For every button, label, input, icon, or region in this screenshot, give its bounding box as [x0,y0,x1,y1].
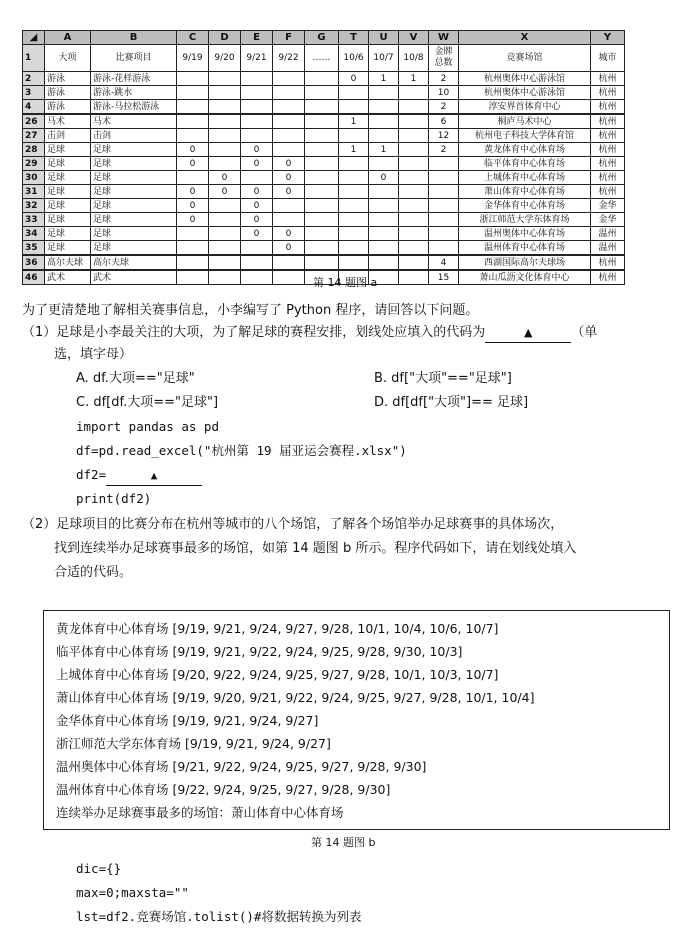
row-number: 31 [23,185,45,199]
table-cell [399,199,429,213]
table-cell [305,157,339,171]
table-cell [399,227,429,241]
table-cell [429,199,459,213]
table-cell: 金华 [591,199,625,213]
table-cell: 2 [429,72,459,86]
table-cell: 足球 [91,157,177,171]
table-cell: 足球 [91,241,177,256]
table-cell [305,114,339,129]
table-cell: 杭州 [591,143,625,157]
table-cell [177,255,209,270]
row-number: 34 [23,227,45,241]
header-row [23,45,625,72]
table-row [23,213,625,227]
table-cell: 0 [339,72,369,86]
table-row [23,114,625,129]
table-cell: 0 [241,199,273,213]
table-cell [209,199,241,213]
option-b: B. df["大项"=="足球"] [374,371,512,386]
corner-cell: ◢ [23,31,45,45]
table-cell: 足球 [45,185,91,199]
q1-text [22,324,597,343]
table-cell [305,72,339,86]
table-cell [369,129,399,143]
table-cell: 武术 [91,270,177,285]
table-cell: 0 [241,185,273,199]
table-cell: 0 [369,171,399,185]
table-cell: 游泳-花样游泳 [91,72,177,86]
row-number: 32 [23,199,45,213]
table-cell: 足球 [91,213,177,227]
table-row [23,185,625,199]
table-cell [209,114,241,129]
table-cell: 击剑 [91,129,177,143]
table-cell [305,185,339,199]
row-number: 2 [23,72,45,86]
code-text: df2= [76,467,107,482]
table-cell [339,185,369,199]
header-cell: 9/20 [209,45,241,72]
table-cell: 1 [339,114,369,129]
header-cell: 比赛项目 [91,45,177,72]
table-cell [241,270,273,285]
table-cell [305,86,339,100]
table-cell [399,185,429,199]
table-cell [273,129,305,143]
table-cell [241,100,273,115]
table-cell [273,270,305,285]
table-cell [177,114,209,129]
header-cell: 10/6 [339,45,369,72]
table-cell [369,114,399,129]
output-line: 上城体育中心体育场 [9/20, 9/22, 9/24, 9/25, 9/27, 9/28, 10/1, 10/3, 10/7] [56,667,499,682]
table-cell [305,129,339,143]
table-cell: 马术 [45,114,91,129]
header-cell: 9/22 [273,45,305,72]
table-cell [177,72,209,86]
table-cell [305,255,339,270]
table-cell: 温州 [591,241,625,256]
table-row [23,86,625,100]
table-cell: 游泳-跳水 [91,86,177,100]
table-cell [209,227,241,241]
table-cell: 西湖国际高尔夫球场 [459,255,591,270]
table-cell [177,241,209,256]
table-cell: 足球 [45,171,91,185]
table-cell: 0 [209,185,241,199]
header-cell: 9/21 [241,45,273,72]
table-cell [241,72,273,86]
table-cell: 0 [177,199,209,213]
table-row [23,199,625,213]
table-cell [399,100,429,115]
table-cell: 0 [273,185,305,199]
table-cell [339,100,369,115]
table-cell: 游泳 [45,100,91,115]
row-number: 33 [23,213,45,227]
col-letter: B [91,31,177,45]
table-cell: 温州奥体中心体育场 [459,227,591,241]
option-d: D. df[df["大项"]== 足球] [374,395,529,410]
col-letter: F [273,31,305,45]
table-cell: 6 [429,114,459,129]
row-number: 28 [23,143,45,157]
table-cell: 0 [177,185,209,199]
table-cell: 足球 [45,213,91,227]
table-cell: 游泳 [45,72,91,86]
table-cell: 淳安界首体育中心 [459,100,591,115]
table-cell [339,171,369,185]
table-cell: 杭州 [591,270,625,285]
table-cell [241,86,273,100]
table-cell: 足球 [45,157,91,171]
table-cell [429,157,459,171]
table-cell [209,255,241,270]
table-cell: 浙江师范大学东体育场 [459,213,591,227]
table-cell [339,157,369,171]
code-line: max=0;maxsta="" [76,885,189,900]
table-cell [273,199,305,213]
table-cell: 足球 [91,199,177,213]
table-row [23,157,625,171]
table-cell: 足球 [91,171,177,185]
table-cell: 萧山体育中心体育场 [459,185,591,199]
table-cell [273,114,305,129]
table-cell: 足球 [91,185,177,199]
row-number: 4 [23,100,45,115]
table-cell: 桐庐马术中心 [459,114,591,129]
table-cell: 杭州奥体中心游泳馆 [459,72,591,86]
table-cell [339,255,369,270]
table-cell [177,100,209,115]
table-cell [399,241,429,256]
table-cell: 游泳-马拉松游泳 [91,100,177,115]
table-cell [209,100,241,115]
q1-line2: 选，填字母） [54,347,133,362]
output-line: 浙江师范大学东体育场 [9/19, 9/21, 9/24, 9/27] [56,736,331,751]
table-cell: 武术 [45,270,91,285]
table-row [23,241,625,256]
table-cell [369,199,399,213]
row-number: 35 [23,241,45,256]
table-cell: 2 [429,143,459,157]
row-number: 26 [23,114,45,129]
table-cell: 2 [429,100,459,115]
table-cell: 15 [429,270,459,285]
code-line: lst=df2.竞赛场馆.tolist()#将数据转换为列表 [76,909,362,924]
table-row [23,72,625,86]
intro-text: 为了更清楚地了解相关赛事信息，小李编写了 Python 程序，请回答以下问题。 [22,303,479,318]
table-cell [241,114,273,129]
table-cell: 足球 [91,227,177,241]
table-cell: 温州 [591,227,625,241]
q1-line1-end: （单 [571,325,598,340]
table-cell [273,213,305,227]
table-cell [177,227,209,241]
code-line [76,466,202,486]
table-cell [241,129,273,143]
table-cell [241,171,273,185]
table-cell [369,213,399,227]
table-cell: 足球 [45,227,91,241]
table-cell [209,86,241,100]
table-cell [399,171,429,185]
spreadsheet-table [22,30,625,285]
row-number: 46 [23,270,45,285]
table-row [23,143,625,157]
table-cell: 12 [429,129,459,143]
table-cell: 足球 [45,199,91,213]
option-c: C. df[df.大项=="足球"] [76,395,219,410]
table-cell: 杭州 [591,129,625,143]
table-cell: 高尔夫球 [91,255,177,270]
table-cell: 杭州电子科技大学体育馆 [459,129,591,143]
table-cell [177,129,209,143]
table-cell [177,270,209,285]
table-cell [399,129,429,143]
table-cell: 1 [339,143,369,157]
output-line: 金华体育中心体育场 [9/19, 9/21, 9/24, 9/27] [56,713,319,728]
table-cell: 0 [177,157,209,171]
table-cell [339,199,369,213]
col-letter: V [399,31,429,45]
table-cell: 0 [273,171,305,185]
header-cell: 9/19 [177,45,209,72]
table-cell: 10 [429,86,459,100]
header-cell: 10/8 [399,45,429,72]
table-row [23,100,625,115]
q2-line2: 找到连续举办足球赛事最多的场馆，如第 14 题图 b 所示。程序代码如下，请在划线处填入 [54,541,577,556]
row-number: 1 [23,45,45,72]
q2-line1: （2）足球项目的比赛分布在杭州等城市的八个场馆，了解各个场馆举办足球赛事的具体场次， [22,517,564,532]
table-cell [339,241,369,256]
table-cell: 游泳 [45,86,91,100]
col-letter: U [369,31,399,45]
table-cell [305,199,339,213]
table-cell: 杭州 [591,157,625,171]
table-cell [429,171,459,185]
table-row [23,227,625,241]
header-cell: …… [305,45,339,72]
col-letter: X [459,31,591,45]
table-cell: 杭州 [591,185,625,199]
table-cell: 0 [273,241,305,256]
table-cell [305,227,339,241]
output-result: 连续举办足球赛事最多的场馆：萧山体育中心体育场 [56,805,344,820]
table-cell [369,86,399,100]
q1-line1: （1）足球是小李最关注的大项，为了解足球的赛程安排，划线处应填入的代码为 [22,325,486,340]
table-cell [273,86,305,100]
table-cell [241,241,273,256]
table-cell: 足球 [45,241,91,256]
table-cell: 杭州 [591,171,625,185]
table-cell: 金华体育中心体育场 [459,199,591,213]
table-cell [369,100,399,115]
table-cell [209,157,241,171]
row-number: 27 [23,129,45,143]
row-number: 29 [23,157,45,171]
table-cell: 杭州奥体中心游泳馆 [459,86,591,100]
table-cell [273,143,305,157]
table-cell [305,100,339,115]
table-cell [399,86,429,100]
table-cell [305,213,339,227]
code-line: dic={} [76,861,122,876]
header-cell: 城市 [591,45,625,72]
table-cell [369,255,399,270]
col-letter: D [209,31,241,45]
table-cell [177,86,209,100]
table-cell [339,213,369,227]
table-cell [209,143,241,157]
code-line: import pandas as pd [76,419,219,434]
table-cell [369,157,399,171]
col-letter: Y [591,31,625,45]
table-cell: 临平体育中心体育场 [459,157,591,171]
table-cell [305,171,339,185]
program-output-box [43,610,670,830]
table-cell: 高尔夫球 [45,255,91,270]
header-cell: 竞赛场馆 [459,45,591,72]
table-cell: 杭州 [591,114,625,129]
table-cell: 1 [399,72,429,86]
table-cell [429,227,459,241]
table-cell [369,185,399,199]
code-blank: ▲ [106,467,202,486]
option-a: A. df.大项=="足球" [76,371,195,386]
col-letter: T [339,31,369,45]
output-line: 萧山体育中心体育场 [9/19, 9/20, 9/21, 9/22, 9/24, 9/25, 9/27, 9/28, 10/1, 10/4] [56,690,535,705]
header-cell: 金牌总数 [429,45,459,72]
caption-figure-b: 第 14 题图 b [311,836,376,849]
table-cell [429,241,459,256]
code-line: df=pd.read_excel("杭州第 19 届亚运会赛程.xlsx") [76,443,407,458]
table-cell [429,213,459,227]
output-line: 温州奥体中心体育场 [9/21, 9/22, 9/24, 9/25, 9/27, 9/28, 9/30] [56,759,427,774]
caption-figure-a: 第 14 题图 a [313,276,378,289]
table-cell: 上城体育中心体育场 [459,171,591,185]
table-cell: 0 [209,171,241,185]
table-cell: 金华 [591,213,625,227]
table-cell [339,227,369,241]
header-cell: 10/7 [369,45,399,72]
table-cell: 足球 [91,143,177,157]
col-letter: E [241,31,273,45]
table-cell: 杭州 [591,255,625,270]
header-cell: 大项 [45,45,91,72]
q2-line3: 合适的代码。 [54,565,133,580]
answer-blank: ▲ [485,324,571,343]
row-number: 3 [23,86,45,100]
table-cell: 0 [241,143,273,157]
table-row [23,129,625,143]
table-cell: 黄龙体育中心体育场 [459,143,591,157]
table-cell [177,171,209,185]
table-cell: 1 [369,143,399,157]
table-cell: 0 [241,213,273,227]
column-letter-row [23,31,625,45]
table-cell: 0 [273,227,305,241]
table-cell: 0 [177,143,209,157]
table-cell: 4 [429,255,459,270]
col-letter: A [45,31,91,45]
table-cell [241,255,273,270]
output-line: 温州体育中心体育场 [9/22, 9/24, 9/25, 9/27, 9/28, 9/30] [56,782,391,797]
table-cell: 温州体育中心体育场 [459,241,591,256]
table-cell [399,143,429,157]
table-cell [399,255,429,270]
col-letter: G [305,31,339,45]
table-cell [399,270,429,285]
table-cell [399,114,429,129]
table-cell [305,143,339,157]
table-cell: 0 [177,213,209,227]
table-row [23,171,625,185]
table-cell [369,241,399,256]
table-cell [273,255,305,270]
table-row [23,255,625,270]
table-cell: 足球 [45,143,91,157]
code-line: print(df2) [76,491,152,506]
table-cell: 0 [241,227,273,241]
table-cell [209,270,241,285]
col-letter: W [429,31,459,45]
table-cell [305,241,339,256]
table-cell: 萧山瓜沥文化体育中心 [459,270,591,285]
output-line: 临平体育中心体育场 [9/19, 9/21, 9/22, 9/24, 9/25, 9/28, 9/30, 10/3] [56,644,463,659]
table-cell [429,185,459,199]
col-letter: C [177,31,209,45]
table-cell [369,227,399,241]
table-cell [209,129,241,143]
table-cell: 1 [369,72,399,86]
table-cell: 杭州 [591,86,625,100]
table-cell: 0 [273,157,305,171]
table-cell: 击剑 [45,129,91,143]
output-line: 黄龙体育中心体育场 [9/19, 9/21, 9/24, 9/27, 9/28, 10/1, 10/4, 10/6, 10/7] [56,621,499,636]
table-cell [399,157,429,171]
table-cell [209,72,241,86]
table-cell [339,86,369,100]
table-cell [399,213,429,227]
row-number: 36 [23,255,45,270]
table-cell [273,100,305,115]
table-cell: 杭州 [591,72,625,86]
table-cell: 0 [241,157,273,171]
row-number: 30 [23,171,45,185]
table-cell [209,241,241,256]
table-cell [339,129,369,143]
table-cell: 杭州 [591,100,625,115]
table-cell: 马术 [91,114,177,129]
table-cell [273,72,305,86]
table-cell [209,213,241,227]
